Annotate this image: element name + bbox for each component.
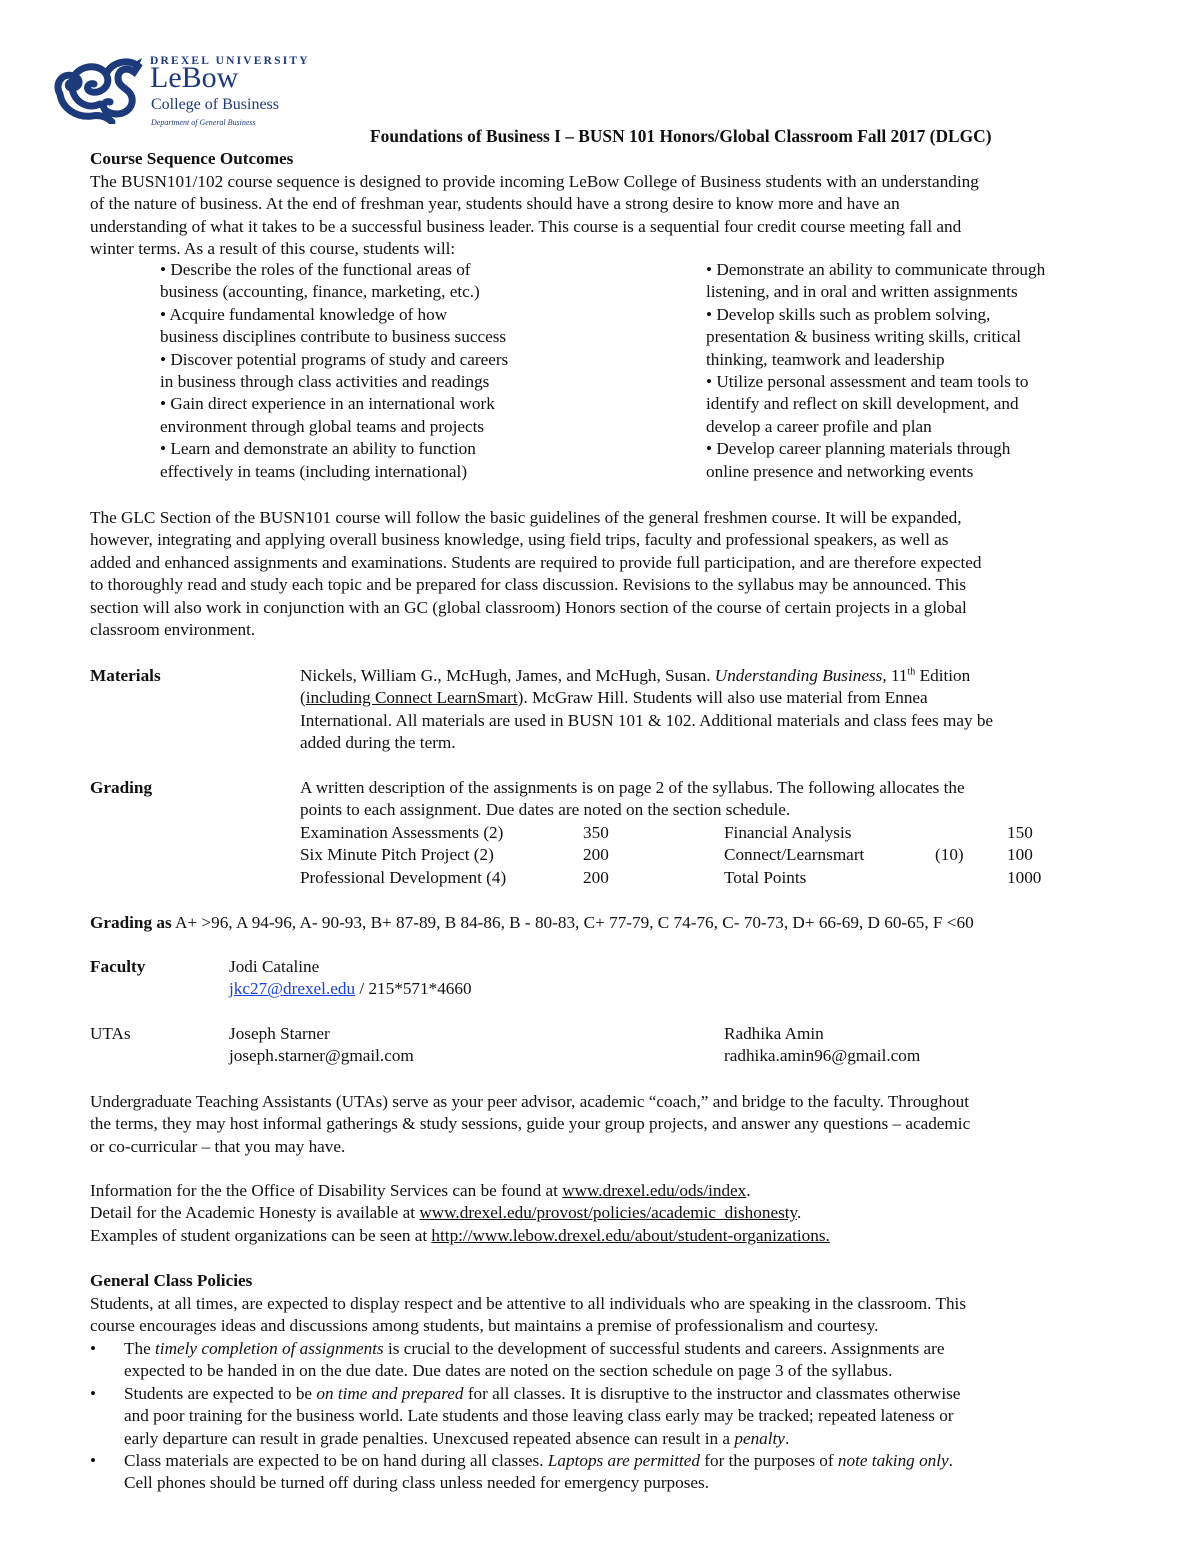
glc-line: section will also work in conjunction with an GC (global classroom) Honors section of the course of certain projects in a global	[90, 597, 967, 617]
glc-paragraph	[90, 507, 1115, 641]
outcomes-intro-line: of the nature of business. At the end of freshman year, students should have a strong desire to know more and have an	[90, 194, 900, 214]
disability-services-link[interactable]: www.drexel.edu/ods/index	[562, 1181, 747, 1200]
outcome-item: • Discover potential programs of study and careers in business through class activities and readings	[160, 349, 509, 392]
grading-points: 200	[583, 845, 609, 865]
bullet-icon: •	[160, 304, 170, 324]
outcomes-intro-line: winter terms. As a result of this course, students will:	[90, 239, 456, 259]
outcomes-intro	[90, 171, 1115, 261]
faculty-label: Faculty	[90, 957, 146, 976]
outcomes-intro-line: The BUSN101/102 course sequence is designed to provide incoming LeBow College of Business students with an understanding	[90, 172, 979, 191]
grading-text: A written description of the assignments is on page 2 of the syllabus. The following allocates the points to each assignment. Due dates are noted on the section schedule.	[300, 778, 965, 820]
bullet-icon: •	[160, 260, 171, 279]
glc-line: The GLC Section of the BUSN101 course will follow the basic guidelines of the general freshmen course. It will be expanded,	[90, 508, 962, 527]
grading-scale-values: A+ >96, A 94-96, A- 90-93, B+ 87-89, B 84-86, B - 80-83, C+ 77-79, C 74-76, C- 70-73, D+ 66-69, D 60-65, F <60	[171, 913, 974, 932]
grading-count: (10)	[935, 845, 964, 865]
grading-points: 1000	[1007, 867, 1042, 887]
outcome-item: • Utilize personal assessment and team tools to identify and reflect on skill development, and develop a career profile and plan	[706, 372, 1029, 436]
outcome-item: • Describe the roles of the functional areas of business (accounting, finance, marketing, etc.)	[160, 260, 480, 302]
uta-description: Undergraduate Teaching Assistants (UTAs) serve as your peer advisor, academic “coach,” and bridge to the faculty. Throughout the terms, they may host informal gatherings & study sessions, guide your group projects, and answer any questions – academic or co-curricular – that you may have.	[90, 1092, 971, 1156]
outcome-item: • Gain direct experience in an international work environment through global teams and projects	[160, 394, 495, 436]
faculty-phone: / 215*571*4660	[355, 979, 472, 999]
info-links: Information for the the Office of Disability Services can be found at www.drexel.edu/ods/index. Detail for the Academic Honesty is available at www.drexel.edu/provost/policies/academic_dishonesty. Examples of student organizations can be seen at http://www.lebow.drexel.edu/about/student-organizations.	[90, 1181, 830, 1245]
dragon-logo-icon	[52, 54, 144, 124]
faculty-email-link[interactable]: jkc27@drexel.edu	[229, 979, 356, 999]
uta-1	[229, 1023, 414, 1068]
outcome-item: • Learn and demonstrate an ability to function effectively in teams (including international)	[160, 439, 476, 481]
grading-item: Total Points	[724, 867, 807, 887]
uta-name: Radhika Amin	[724, 1024, 824, 1043]
bullet-icon: •	[160, 394, 171, 414]
faculty-info	[229, 956, 472, 1001]
grading-points: 350	[583, 823, 609, 842]
bullet-icon: •	[160, 349, 171, 369]
policies-heading: General Class Policies	[90, 1271, 253, 1290]
outcomes-right-list	[706, 259, 1126, 483]
uta-2	[724, 1023, 920, 1068]
grading-item: Professional Development (4)	[300, 867, 507, 887]
policies-intro: Students, at all times, are expected to display respect and be attentive to all individuals who are speaking in the classroom. This course encourages ideas and discussions among students, but maintains a premise of professionalism and courtesy.	[90, 1294, 967, 1336]
logo-name: LeBow	[150, 61, 239, 94]
utas-label: UTAs	[90, 1024, 131, 1043]
uta-name: Joseph Starner	[229, 1024, 330, 1043]
glc-line: to thoroughly read and study each topic and be prepared for class discussion. Revisions to the syllabus may be announced. This	[90, 575, 967, 595]
outcome-item: • Acquire fundamental knowledge of how business disciplines contribute to business success	[160, 304, 507, 347]
faculty-name: Jodi Cataline	[229, 957, 320, 976]
student-organizations-link[interactable]: http://www.lebow.drexel.edu/about/student-organizations.	[431, 1225, 830, 1245]
logo-department: Department of General Business	[151, 118, 256, 127]
outcome-item: • Develop career planning materials through online presence and networking events	[706, 439, 1011, 481]
bullet-icon: •	[706, 439, 717, 459]
policy-item: Students are expected to be on time and prepared for all classes. It is disruptive to the instructor and classmates otherwise and poor training for the business world. Late students and those leaving class early may be tracked; repeated lateness or early departure can result in grade penalties. Unexcused repeated absence can result in a penalty.	[124, 1384, 961, 1448]
outcomes-intro-line: understanding of what it takes to be a successful business leader. This course is a sequential four credit course meeting fall and	[90, 216, 962, 236]
bullet-icon: •	[706, 372, 717, 392]
grading-label: Grading	[90, 778, 153, 797]
bullet-icon: •	[90, 1384, 97, 1403]
logo-college: College of Business	[151, 96, 279, 113]
uta-email: radhika.amin96@gmail.com	[724, 1046, 921, 1066]
document-title: Foundations of Business I – BUSN 101 Honors/Global Classroom Fall 2017 (DLGC)	[370, 126, 992, 146]
bullet-icon: •	[160, 439, 171, 459]
policy-item: Class materials are expected to be on hand during all classes. Laptops are permitted for the purposes of note taking only. Cell phones should be turned off during class unless needed for emergency purposes.	[124, 1451, 953, 1493]
glc-line: classroom environment.	[90, 620, 256, 640]
grading-item: Examination Assessments (2)	[300, 823, 504, 842]
materials-text: Nickels, William G., McHugh, James, and McHugh, Susan. Understanding Business, 11th Edition (including Connect LearnSmart). McGraw Hill. Students will also use material from Ennea International. All materials are used in BUSN 101 & 102. Additional materials and class fees may be added during the term.	[300, 666, 994, 753]
grading-scale-label: Grading as	[90, 913, 172, 932]
grading-item: Six Minute Pitch Project (2)	[300, 845, 494, 865]
bullet-icon: •	[706, 260, 717, 279]
academic-honesty-link[interactable]: www.drexel.edu/provost/policies/academic_dishonesty	[419, 1203, 798, 1223]
bullet-icon: •	[90, 1339, 97, 1358]
grading-item: Connect/Learnsmart	[724, 845, 865, 865]
bullet-icon: •	[706, 304, 717, 324]
grading-points: 150	[1007, 823, 1033, 842]
glc-line: however, integrating and applying overall business knowledge, using field trips, faculty and professional speakers, as well as	[90, 530, 949, 550]
lebow-logo	[52, 50, 312, 134]
outcome-item: • Demonstrate an ability to communicate through listening, and in oral and written assignments	[706, 260, 1046, 302]
grading-scale	[90, 912, 974, 934]
materials-label: Materials	[90, 666, 161, 685]
outcome-item: • Develop skills such as problem solving, presentation & business writing skills, critical thinking, teamwork and leadership	[706, 304, 1022, 369]
outcomes-left-list	[160, 259, 600, 483]
logo-university: DREXEL UNIVERSITY	[150, 55, 310, 67]
glc-line: added and enhanced assignments and examinations. Students are required to provide full participation, and are therefore expected	[90, 552, 982, 572]
policy-item: The timely completion of assignments is crucial to the development of successful students and careers. Assignments are expected to be handed in on the due date. Due dates are noted on the section schedule on page 3 of the syllabus.	[124, 1339, 945, 1381]
outcomes-heading: Course Sequence Outcomes	[90, 149, 294, 168]
grading-table	[0, 822, 1200, 890]
connect-learnsmart-link[interactable]: including Connect LearnSmart	[305, 688, 518, 708]
grading-points: 100	[1007, 845, 1033, 865]
grading-item: Financial Analysis	[724, 823, 852, 842]
uta-email: joseph.starner@gmail.com	[229, 1046, 414, 1066]
grading-points: 200	[583, 867, 609, 887]
bullet-icon: •	[90, 1451, 97, 1470]
